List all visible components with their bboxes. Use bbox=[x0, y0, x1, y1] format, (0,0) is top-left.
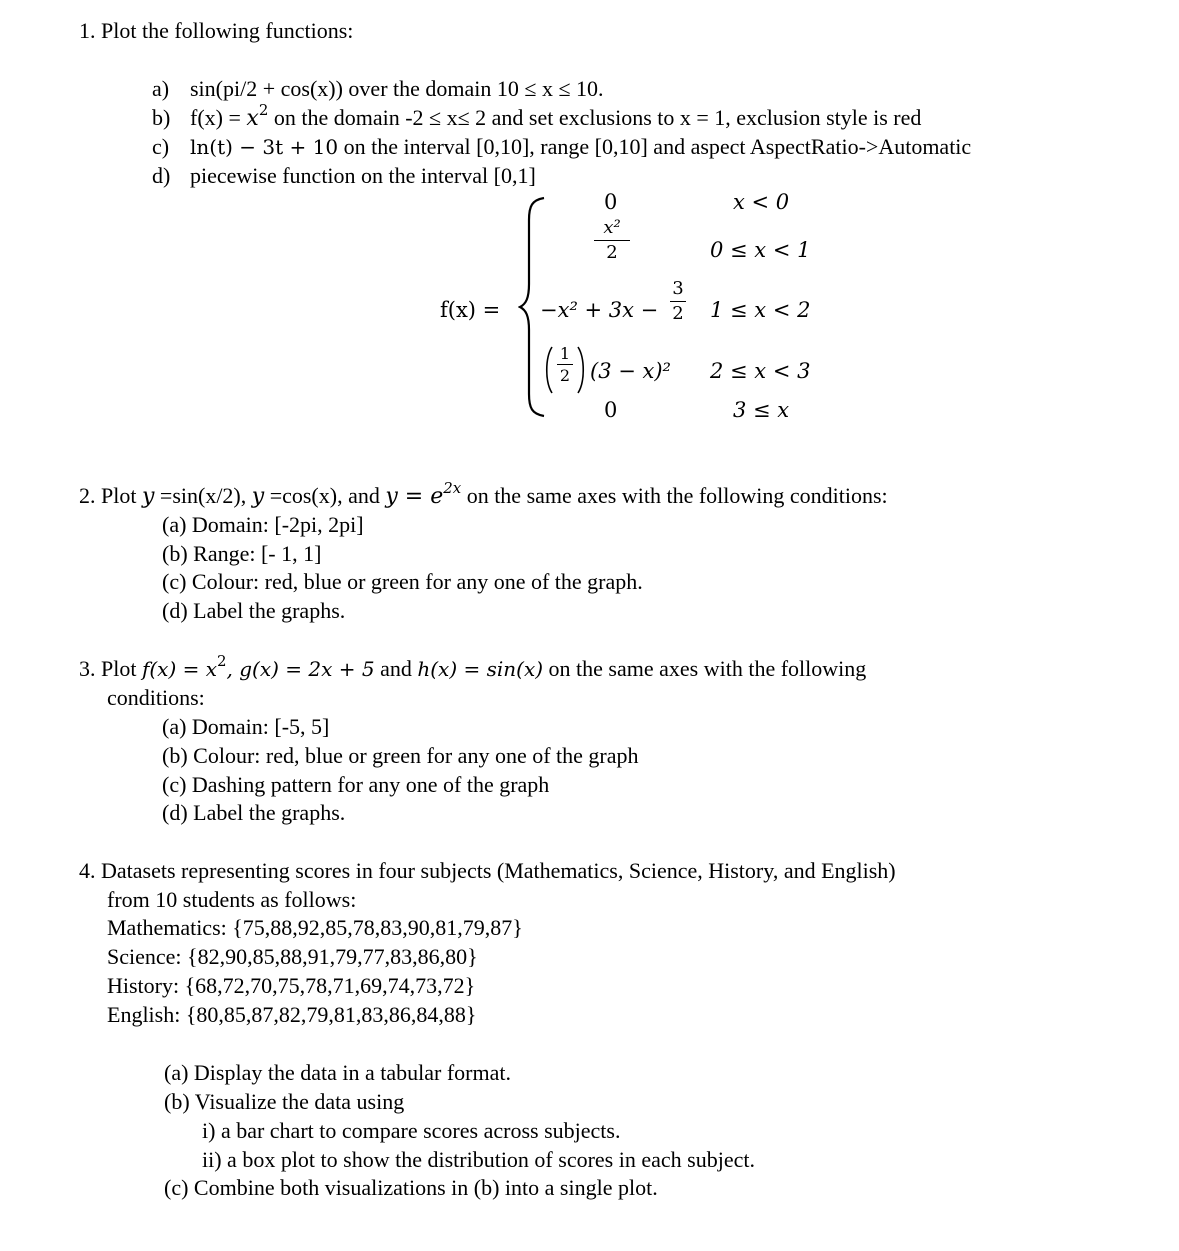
q4-item-b-i: i) a bar chart to compare scores across subjects. bbox=[202, 1118, 621, 1143]
pw-c1-value: 0 bbox=[604, 190, 618, 214]
q1-c-marker: c) bbox=[152, 134, 170, 159]
q3-item-d: (d) Label the graphs. bbox=[162, 800, 346, 825]
pw-lhs: f(x) = bbox=[440, 298, 501, 322]
fraction-bar bbox=[670, 301, 686, 302]
pw-c4-fraction bbox=[557, 345, 573, 384]
q1-b-line bbox=[190, 100, 922, 133]
q1-c-post: on the interval [0,10], range [0,10] and aspect AspectRatio->Automatic bbox=[338, 134, 972, 159]
pw-c3-value: −x² + 3x − bbox=[540, 298, 659, 322]
q1-d-text: piecewise function on the interval [0,1] bbox=[190, 163, 536, 188]
q2-item-b: (b) Range: [- 1, 1] bbox=[162, 541, 322, 566]
q4-line1: 4. Datasets representing scores in four subjects (Mathematics, Science, History, and English) bbox=[79, 858, 896, 883]
pw-c5-value: 0 bbox=[604, 398, 618, 422]
q4-data-mathematics: Mathematics: {75,88,92,85,78,83,90,81,79,87} bbox=[107, 915, 523, 940]
q1-b-math: x bbox=[246, 106, 259, 131]
pw-c1-condition: x < 0 bbox=[733, 190, 790, 214]
q4-item-a: (a) Display the data in a tabular format. bbox=[164, 1060, 511, 1085]
q2-exp-sup: 2x bbox=[443, 478, 462, 497]
pw-c3-denominator: 2 bbox=[672, 303, 684, 324]
q4-data-science: Science: {82,90,85,88,91,79,77,83,86,80} bbox=[107, 944, 478, 969]
pw-c2-denominator: 2 bbox=[606, 242, 618, 263]
q2-y2: y bbox=[251, 484, 265, 509]
q3-item-b: (b) Colour: red, blue or green for any one of the graph bbox=[162, 743, 639, 768]
fraction-bar bbox=[557, 364, 573, 365]
pw-c5-condition: 3 ≤ x bbox=[733, 398, 790, 422]
q4-item-b-ii: ii) a box plot to show the distribution of scores in each subject. bbox=[202, 1147, 755, 1172]
q3-line1 bbox=[79, 651, 867, 683]
pw-c2-fraction bbox=[594, 218, 630, 263]
q3-text-b: on the same axes with the following bbox=[543, 656, 867, 681]
pw-c4-rest: (3 − x)² bbox=[590, 359, 671, 383]
q4-item-b: (b) Visualize the data using bbox=[164, 1089, 405, 1114]
q1-b-sup: 2 bbox=[258, 100, 269, 119]
q1-a-marker: a) bbox=[152, 76, 170, 101]
pw-c2-numerator: x² bbox=[603, 217, 621, 238]
q1-d-marker: d) bbox=[152, 163, 171, 188]
q3-and: and bbox=[374, 656, 418, 681]
q2-line1 bbox=[79, 478, 888, 511]
q4-item-c: (c) Combine both visualizations in (b) into a single plot. bbox=[164, 1175, 658, 1200]
pw-c2-condition: 0 ≤ x < 1 bbox=[710, 238, 811, 262]
q1-b-post: on the domain -2 ≤ x≤ 2 and set exclusions to x = 1, exclusion style is red bbox=[268, 105, 922, 130]
pw-c3-fraction bbox=[670, 279, 686, 324]
q2-item-d: (d) Label the graphs. bbox=[162, 598, 346, 623]
pw-c3-condition: 1 ≤ x < 2 bbox=[710, 298, 811, 322]
q1-heading: 1. Plot the following functions: bbox=[79, 18, 354, 43]
q3-item-c: (c) Dashing pattern for any one of the graph bbox=[162, 772, 550, 797]
q3-text-a: 3. Plot bbox=[79, 656, 142, 681]
q2-item-a: (a) Domain: [-2pi, 2pi] bbox=[162, 512, 364, 537]
q4-data-history: History: {68,72,70,75,78,71,69,74,73,72} bbox=[107, 973, 476, 998]
q2-item-c: (c) Colour: red, blue or green for any one of the graph. bbox=[162, 569, 643, 594]
pw-c4-condition: 2 ≤ x < 3 bbox=[710, 359, 811, 383]
q3-g-eq: , g(x) = 2x + 5 bbox=[226, 657, 375, 681]
q3-item-a: (a) Domain: [-5, 5] bbox=[162, 714, 330, 739]
q3-h-eq: h(x) = sin(x) bbox=[417, 657, 544, 681]
pw-c4-numerator: 1 bbox=[559, 344, 571, 363]
q2-text-a: 2. Plot bbox=[79, 483, 142, 508]
q2-text-b: =sin(x/2), bbox=[154, 483, 252, 508]
q3-line2: conditions: bbox=[107, 685, 205, 710]
q4-line2: from 10 students as follows: bbox=[107, 887, 357, 912]
q1-c-math: ln(t) − 3t + 10 bbox=[190, 135, 339, 159]
fraction-bar bbox=[594, 240, 630, 241]
q2-text-c: =cos(x), and bbox=[264, 483, 386, 508]
q2-text-d: on the same axes with the following conditions: bbox=[461, 483, 888, 508]
pw-c4-denominator: 2 bbox=[559, 366, 571, 385]
q2-y1: y bbox=[141, 484, 155, 509]
pw-c3-numerator: 3 bbox=[672, 278, 684, 299]
q3-f-sup: 2 bbox=[217, 651, 227, 670]
q2-exp-eq: y = e bbox=[385, 484, 444, 509]
q1-c-line bbox=[190, 133, 971, 161]
q1-a-text: sin(pi/2 + cos(x)) over the domain 10 ≤ x ≤ 10. bbox=[190, 76, 604, 101]
q3-f-eq: f(x) = x bbox=[141, 657, 218, 681]
q1-b-marker: b) bbox=[152, 105, 171, 130]
q4-data-english: English: {80,85,87,82,79,81,83,86,84,88} bbox=[107, 1002, 477, 1027]
q1-b-pre: f(x) = bbox=[190, 105, 247, 130]
